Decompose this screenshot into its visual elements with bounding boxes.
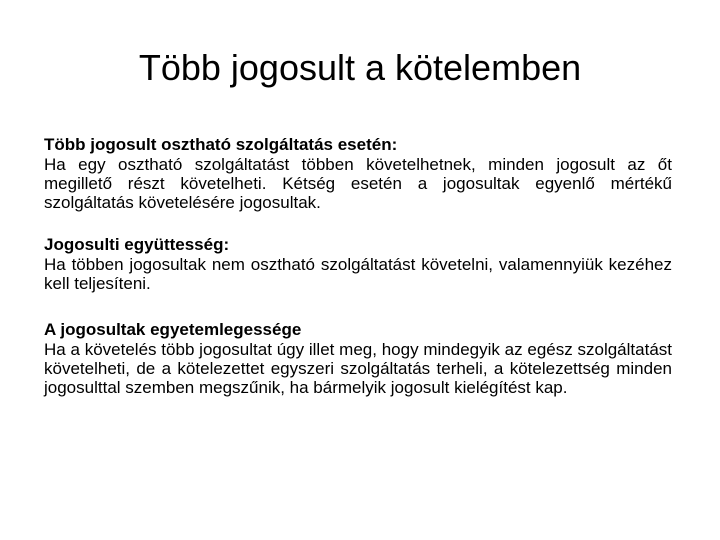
section-text: Ha többen jogosultak nem osztható szolgáltatást követelni, valamennyiük kezéhez kell teljesíteni. bbox=[44, 255, 672, 293]
section-heading: Több jogosult osztható szolgáltatás esetén: bbox=[44, 135, 398, 154]
section-divisible-service bbox=[44, 134, 672, 212]
slide-content bbox=[44, 134, 672, 419]
section-heading: Jogosulti együttesség: bbox=[44, 235, 230, 254]
slide-title: Több jogosult a kötelemben bbox=[138, 47, 582, 88]
section-heading: A jogosultak egyetemlegessége bbox=[44, 320, 302, 339]
section-text: Ha egy osztható szolgáltatást többen követelhetnek, minden jogosult az őt megillető részt követelheti. Kétség esetén a jogosultak egyenlő mértékű szolgáltatás követelésére jogosultak. bbox=[44, 155, 672, 212]
section-joint-creditors bbox=[44, 234, 672, 293]
section-solidary-creditors bbox=[44, 319, 672, 397]
section-text: Ha a követelés több jogosultat úgy illet meg, hogy mindegyik az egész szolgáltatást követelheti, de a kötelezettet egyszeri szolgáltatás terheli, a kötelezettség minden jogosulttal szemben megszűnik, ha bármelyik jogosult kielégítést kap. bbox=[44, 340, 672, 397]
